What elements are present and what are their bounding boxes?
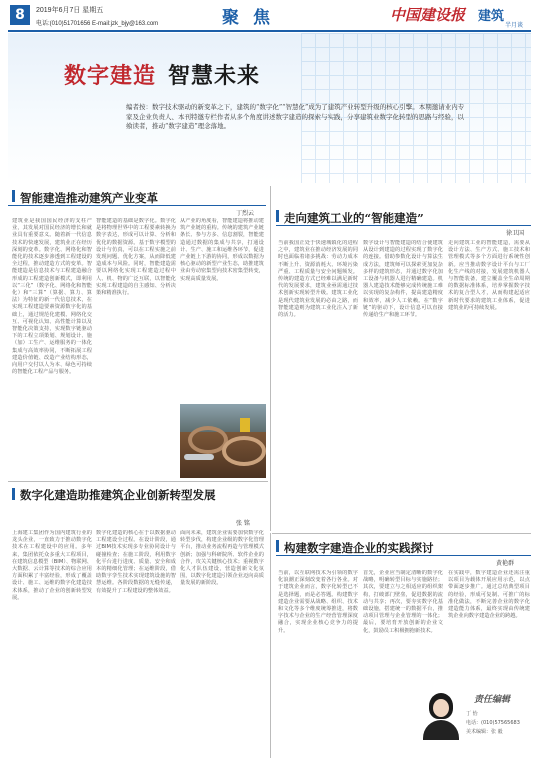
article-column: 在实践中，数字建造企业还需注重以项目为载体开展应用示范，以点带面逐步推广。通过总结典型项目的经验，形成可复制、可推广的标准化做法，不断完善企业的数字化建造能力体系，最终实现由传统建筑企业向数字建造企业的跨越。 (448, 570, 530, 620)
section-divider (272, 533, 531, 534)
feature-title-black: 智慧未来 (168, 63, 261, 89)
article-rule (276, 225, 531, 226)
editor-phone: 电话：(010)57565683 (466, 720, 520, 726)
editor-label: 责任编辑 (474, 695, 511, 705)
column-divider (270, 186, 271, 531)
article-column: 智能建造的基础是数字化。数字化是将物理世界中的工程要素转换为数字表达，形成可以计算、分析和优化的数据资源。基于数字模型的设计与仿真，可以在工程实施之前发现问题、优化方案，从而降低建造成本与风险。同时，智能建造需要以网络化实现工程建造过程中人、机、物的广泛互联，以智能化实现工程建造的自主感知、分析决策和精准执行。 (96, 218, 176, 297)
section-marker (276, 540, 279, 552)
article-column: 面向未来，建筑企业需要加快数字化转型步伐，构建企业级的数字化管理平台，推动业务流程再造与管理模式创新；加强与科研院所、软件企业的合作，攻关关键核心技术；重视数字化人才队伍建设，营造创新文化氛围，以数字化建造引领企业迈向高质量发展的新阶段。 (180, 530, 264, 587)
article-column: 上海建工集团作为国内建筑行业的龙头企业，一直致力于推动数字化技术在工程建设中的应用。多年来，集团依托众多重大工程项目，在建筑信息模型（BIM）、物联网、大数据、云计算等技术的综合应用方面积累了丰富经验，形成了覆盖设计、施工、运维的数字化建造技术体系，推动了企业的创新转型发展。 (12, 530, 92, 601)
column-divider (270, 533, 271, 758)
editor-portrait (419, 688, 463, 740)
section-divider (8, 481, 268, 482)
feature-title-red: 数字建造 (64, 63, 157, 89)
column-logo-sub: 半月谈 (505, 22, 524, 29)
article-column: 建筑业是我国国民经济的支柱产业，其发展对国民经济的增长和就业具有重要意义。随着新一代信息技术的快速发展，建筑业正在经历深刻的变革。数字化、网络化和智能化的技术逐步渗透到工程建设的全过程，推动建造方式的变革。智能建造是信息技术与工程建造融合形成的工程建造创新模式，即利用以“三化”（数字化、网络化和智能化）和“三算”（算据、算力、算法）为特征的新一代信息技术，在实现工程建造要素资源数字化的基础上，通过规范化建模、网络化交互、可视化认知、高性能计算以及智能化决策支持，实现数字链驱动下的工程立项策划、规划设计、施（加）工生产、运维服务的一体化集成与高效率协同，不断拓展工程建造价值链、改造产业结构形态，向用户交付以人为本、绿色可持续的智能化工程产品与服务。 (12, 218, 92, 376)
issue-date: 2019年6月7日 星期五 (36, 7, 104, 14)
article-title: 智能建造推动建筑产业变革 (20, 191, 158, 205)
page-number: 8 (10, 5, 30, 25)
construction-photo (180, 404, 266, 478)
feature-banner (8, 33, 531, 183)
article-title: 走向建筑工业的“智能建造” (284, 211, 424, 225)
article-column: 首先，企业应当制定清晰的数字化战略，明确转型目标与实施路径；其次，要建立与之相适应的组织架构，打破部门壁垒，促进数据的流动与共享；再次，要夯实数字化基础设施，搭建统一的数据平台，推动项目管理与企业管理的一体化；最后，要培育开放创新的企业文化，鼓励员工积极拥抱新技术。 (363, 570, 443, 634)
section-title: 聚焦 (222, 8, 284, 28)
article-column: 当前，以互联网技术为引领的数字化浪潮正深刻改变着各行各业。对于建筑企业而言，数字化转型已不是选择题，而是必答题。构建数字建造企业需要从战略、组织、技术和文化等多个维度统筹推进，将数字技术与企业的生产经营管理深度融合，实现企业核心竞争力的提升。 (278, 570, 358, 634)
article-author: 丁烈云 (236, 210, 255, 217)
editor-note: 编者按：数字技术驱动的新变革之下，建筑的“数字化”“智慧化”成为了建筑产业转型升级的核心引擎。本期邀请业内专家及企业负责人、本刊特邀专栏作者从多个角度讲述数字建造的探索与实践，分享建筑业数字化转型的思路与经验，以飨读者，推动“数字建造”理念落地。 (126, 103, 465, 130)
article-title: 数字化建造助推建筑企业创新转型发展 (20, 488, 216, 502)
section-marker (12, 488, 15, 500)
article-column: 数字设计与智能建造的结合使建筑从设计到建造的过程实现了数字化的连接。借助参数化设计与算法生成方法，建筑师可以探索更加复杂多样的建筑形态，并通过数字化加工设备与机器人进行精确建造。机器人建造技术能够完成传统施工难以实现的复杂构件，提高建造精度和效率，减少人工依赖。在“数字链”的驱动下，设计信息可以直接传递给生产和施工环节。 (363, 240, 443, 319)
article-title: 构建数字建造企业的实践探讨 (284, 541, 434, 555)
article-column: 当前我国正处于快速城镇化的进程之中，建筑业在推动经济发展的同时也面临着诸多挑战：劳动力成本不断上升、资源消耗大、环境污染严重、工程质量与安全问题频发。传统的建造方式已经难以满足新时代的发展要求，建筑业亟需通过技术创新实现转型升级。建筑工业化是现代建筑业发展的必由之路，而智能建造则为建筑工业化注入了新的活力。 (278, 240, 358, 319)
article-author: 张 铭 (236, 520, 250, 527)
column-logo: 建筑 (478, 9, 505, 24)
editor-name: 丁 怡 (466, 711, 478, 717)
article-author: 黄艳群 (496, 560, 515, 567)
layout-editor: 美术编辑：张 毅 (466, 729, 503, 735)
article-rule (276, 555, 531, 556)
article-rule (8, 205, 266, 206)
contact-info: 电话:(010)51701656 E-mail:jzk_bjy@163.com (36, 21, 159, 27)
newspaper-logo: 中国建设报 (390, 6, 466, 24)
header-rule (8, 30, 531, 32)
article-column: 数字化建造的核心在于以数据驱动工程建设全过程。在设计阶段，通过BIM技术实现多专业协同设计与碰撞检查；在施工阶段，利用数字化平台进行进度、质量、安全和成本的精细化管理；在运维阶段，借助数字孪生技术实现建筑设施的智慧运维。各阶段数据的无缝传递，有效提升了工程建设的整体效益。 (96, 530, 176, 594)
page-header (0, 0, 539, 32)
article-author: 徐卫国 (506, 230, 525, 237)
section-marker (12, 190, 15, 202)
article-column: 从产业的角度看，智能建造将推动建筑产业链的重构。传统的建筑产业链条长、参与方多、信息割裂，智能建造通过数据的集成与共享，打通设计、生产、施工和运维各环节，促进产业链上下游的协同，形成以数据为核心驱动的新型产业生态，助推建筑业由劳动密集型向技术密集型转变，实现高质量发展。 (180, 218, 264, 282)
section-marker (276, 210, 279, 222)
feature-title (64, 59, 260, 90)
article-column: 走向建筑工业的智能建造，需要从设计方法、生产方式、施工技术和管理模式等多个方面进行系统性创新。应当推动数字设计平台与工厂化生产线的对接，发展建筑机器人与智能装备，建立覆盖全生命周期的数据标准体系，培养掌握数字技术的复合型人才，从而构建起适应新时代要求的建筑工业体系，促进建筑业的可持续发展。 (448, 240, 530, 311)
